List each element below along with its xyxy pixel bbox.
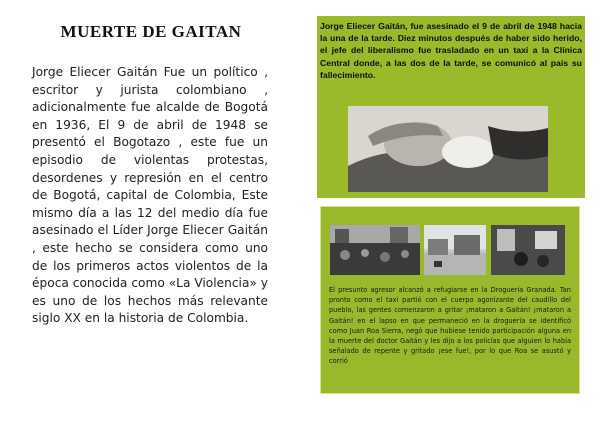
top-caption-panel xyxy=(317,16,585,198)
article-title: MUERTE DE GAITAN xyxy=(60,22,242,41)
gaitan-photo xyxy=(348,106,548,192)
bottom-panel-caption: El presunto agresor alcanzó a refugiarse en la Droguería Granada. Tan pronto como el taxi partió con el cuerpo agonizante del caudillo del pueblo, las gentes comenzaron a gritar ¡mataron a Gaitán! ¡mataron a Gaitán! en el lapso en que permaneció en la droguería se identificó como Juan Roa Sierra, negó que hubiese tenido participación alguna en la muerte del doctor Gaitán y les dijo a los policías que alguien lo había señalado de repente y gritado ¡ese fue!, por lo que Roa se asustó y corrió xyxy=(329,286,571,366)
street-photo-drawing xyxy=(424,225,486,275)
bottom-caption-panel xyxy=(320,206,580,394)
riot-photo-drawing xyxy=(491,225,565,275)
crowd-photo xyxy=(330,225,420,275)
top-panel-caption: Jorge Eliecer Gaitán, fue asesinado el 9 de abril de 1948 hacia la una de la tarde. Diez minutos después de haber sido herido, el jefe del liberalismo fue trasladado en un taxi a la Clínica Central donde, a las dos de la tarde, se comunicó al país su fallecimiento. xyxy=(320,21,582,80)
crowd-photo-drawing xyxy=(330,225,420,275)
riot-photo xyxy=(491,225,565,275)
gaitan-photo-drawing xyxy=(348,106,548,192)
article-body: Jorge Eliecer Gaitán Fue un político , escritor y jurista colombiano , adicionalmente fue alcalde de Bogotá en 1936, El 9 de abril de 1948 se presentó el Bogotazo , este fue un episodio de violentas protestas, desordenes y represión en el centro de Bogotá, capital de Colombia, Este mismo día a las 12 del medio día fue asesinado el Líder Jorge Eliecer Gaitán , este hecho se considera como uno de los primeros actos violentos de la época conocida como «La Violencia» y es uno de los hechos más relevante siglo XX en la historia de Colombia. xyxy=(32,65,268,326)
street-photo xyxy=(424,225,486,275)
